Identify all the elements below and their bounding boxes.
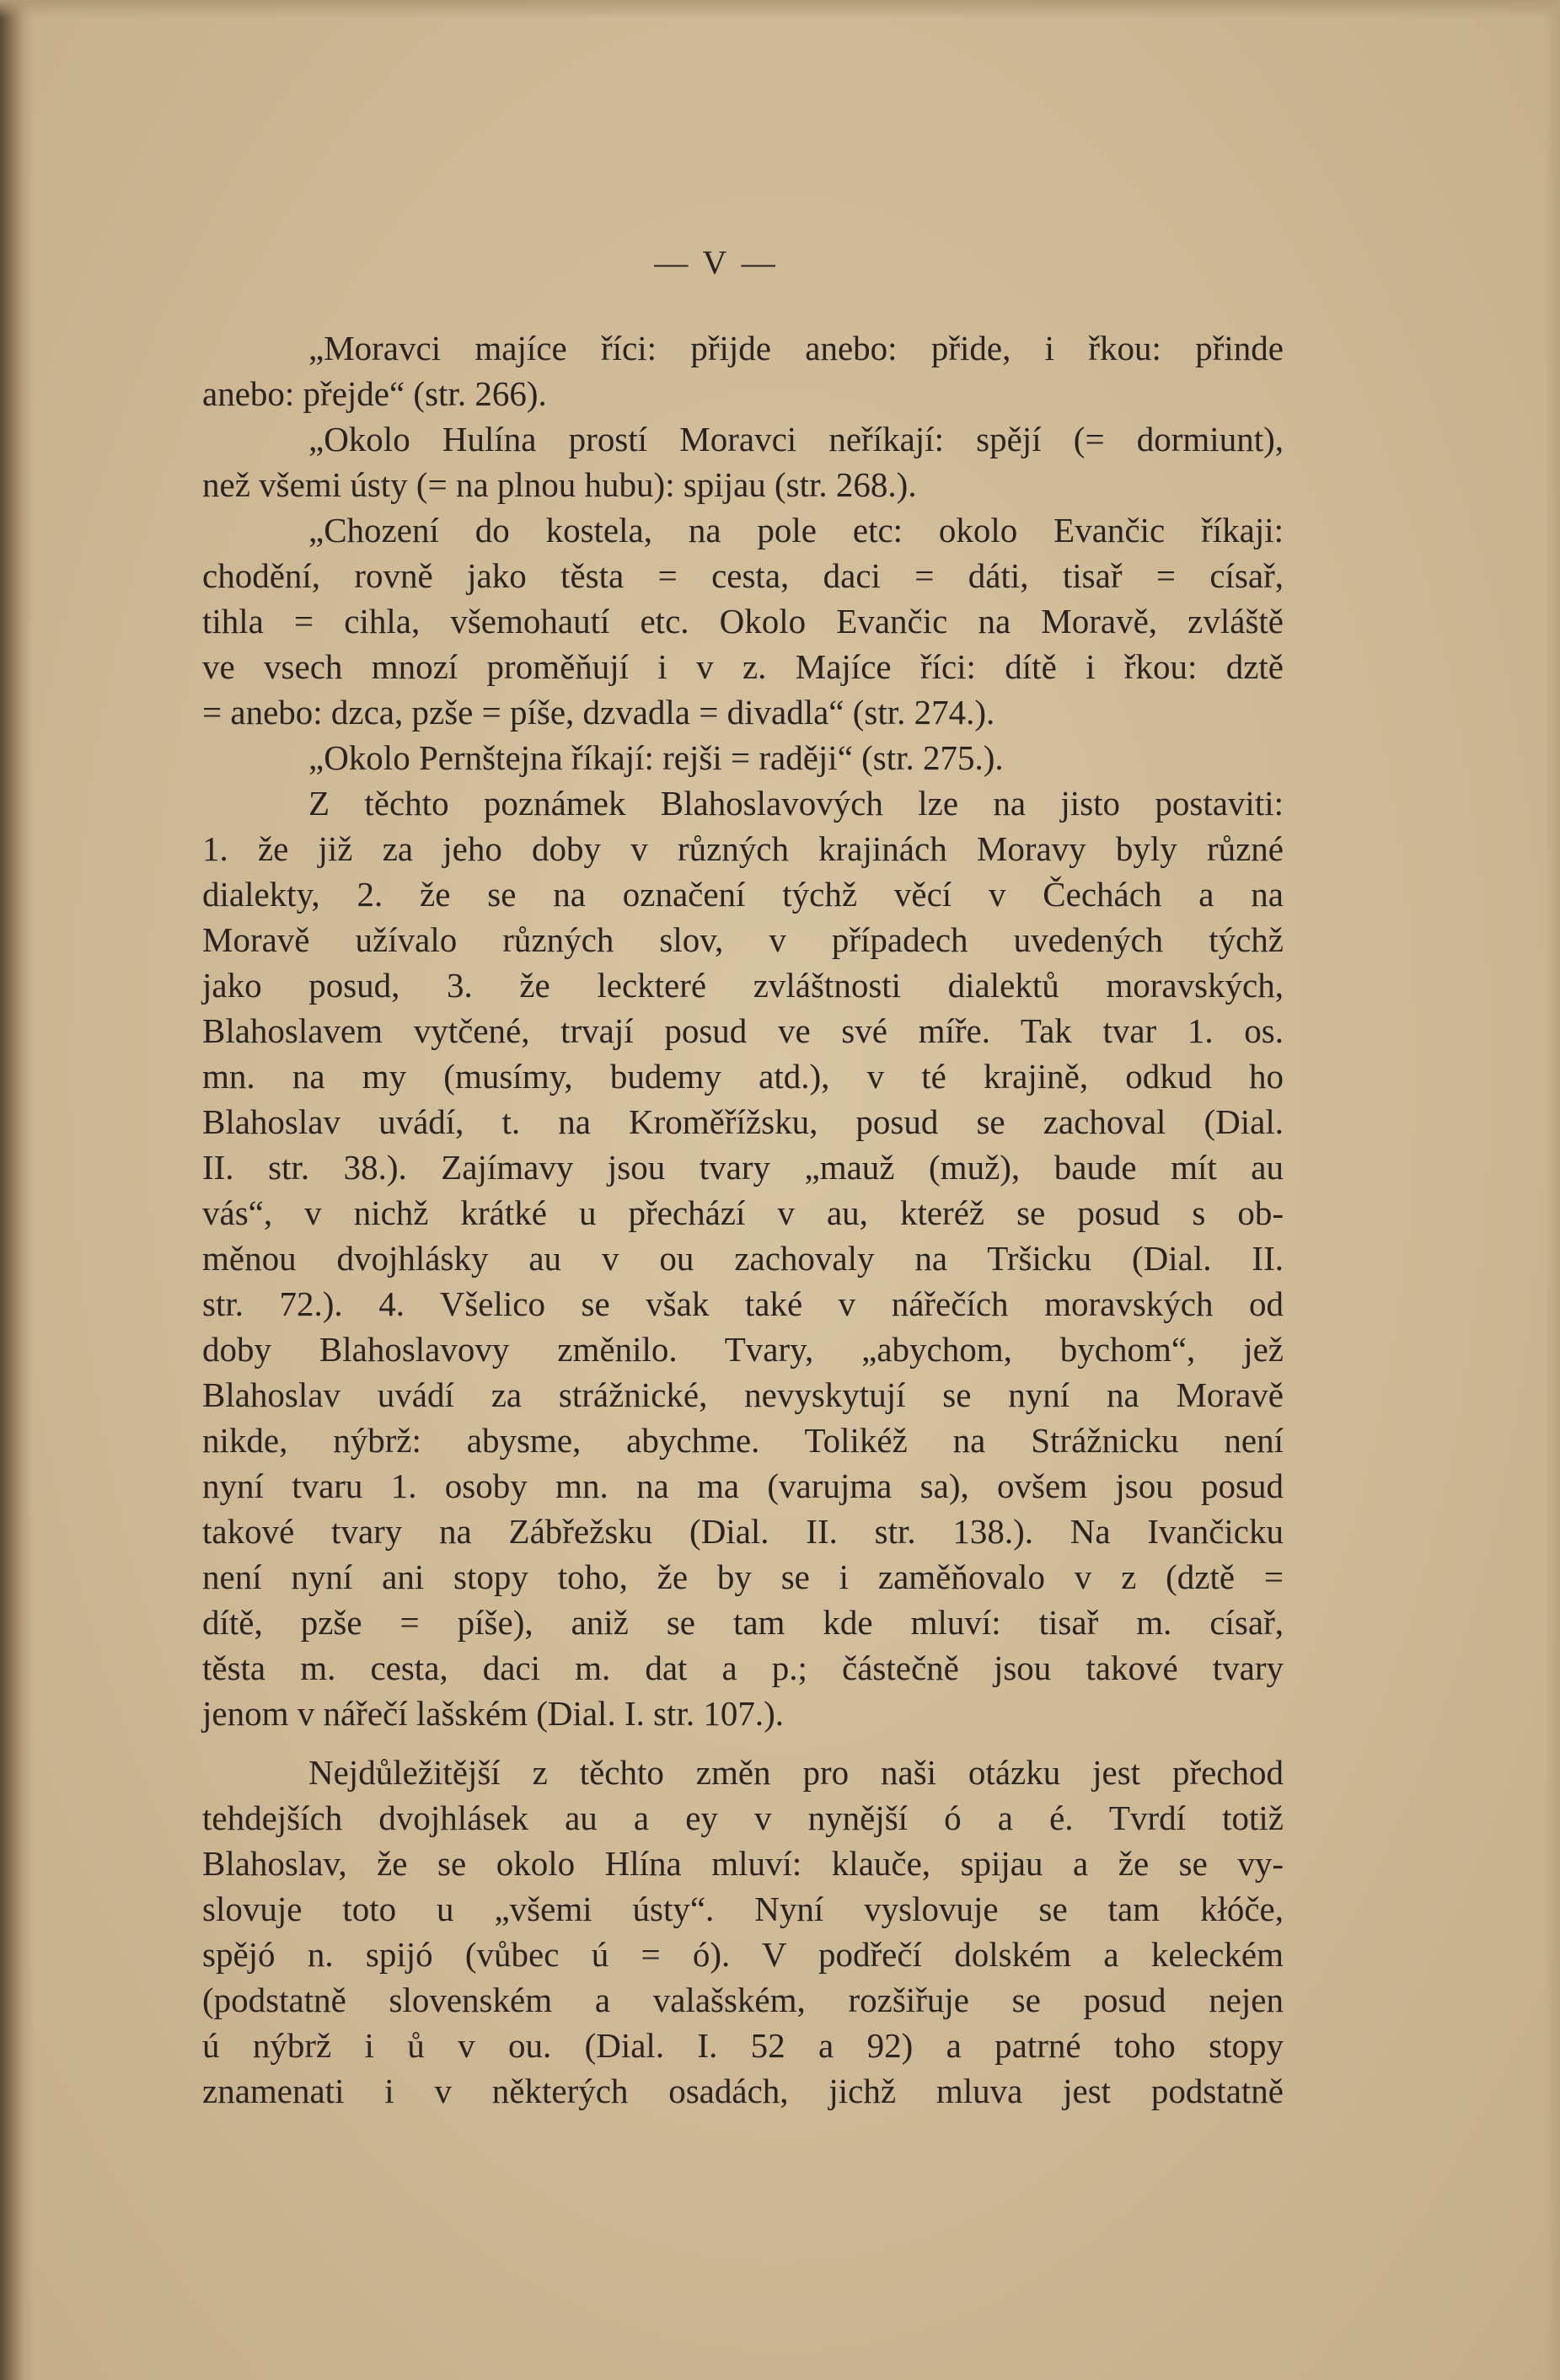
- text-line: Blahoslavem vytčené, trvají posud ve své míře. Tak tvar 1. os.: [202, 1011, 1284, 1050]
- text-line: mn. na my (musímy, budemy atd.), v té krajině, odkud ho: [202, 1057, 1284, 1096]
- text-line: = anebo: dzca, pzše = píše, dzvadla = divadla“ (str. 274.).: [202, 693, 995, 732]
- text-line: než všemi ústy (= na plnou hubu): spijau (str. 268.).: [202, 465, 917, 504]
- body-text: [202, 325, 1284, 2114]
- text-line: dialekty, 2. že se na označení týchž věcí v Čechách a na: [202, 875, 1284, 914]
- text-line: „Moravci majíce říci: přijde anebo: přide, i řkou: přinde: [308, 329, 1284, 367]
- text-line: ve vsech mnozí proměňují i v z. Majíce říci: dítě i řkou: dztě: [202, 647, 1284, 686]
- text-line: měnou dvojhlásky au v ou zachovaly na Tršicku (Dial. II.: [202, 1239, 1284, 1278]
- text-line: nikde, nýbrž: abysme, abychme. Tolikéž na Strážnicku není: [202, 1421, 1284, 1460]
- text-line: jako posud, 3. že leckteré zvláštnosti dialektů moravských,: [202, 966, 1284, 1005]
- text-line: dítě, pzše = píše), aniž se tam kde mluví: tisař m. císař,: [202, 1603, 1284, 1642]
- text-line: vás“, v nichž krátké u přechází v au, kteréž se posud s ob-: [202, 1193, 1284, 1232]
- text-line: Moravě užívalo různých slov, v případech uvedených týchž: [202, 920, 1284, 959]
- text-line: znamenati i v některých osadách, jichž mluva jest podstatně: [202, 2072, 1284, 2110]
- text-line: II. str. 38.). Zajímavy jsou tvary „mauž (muž), baude mít au: [202, 1148, 1284, 1187]
- text-line: Blahoslav uvádí za strážnické, nevyskytují se nyní na Moravě: [202, 1375, 1284, 1414]
- text-line: chodění, rovně jako těsta = cesta, daci = dáti, tisař = císař,: [202, 556, 1284, 595]
- text-line: Nejdůležitější z těchto změn pro naši otázku jest přechod: [308, 1753, 1284, 1792]
- text-line: není nyní ani stopy toho, že by se i zaměňovalo v z (dztě =: [202, 1557, 1284, 1596]
- book-spine-shadow: [0, 0, 34, 2380]
- text-line: str. 72.). 4. Všelico se však také v nářečích moravských od: [202, 1284, 1284, 1323]
- text-line: „Chození do kostela, na pole etc: okolo Evančic říkaji:: [308, 511, 1284, 549]
- text-line: nyní tvaru 1. osoby mn. na ma (varujma sa), ovšem jsou posud: [202, 1466, 1284, 1505]
- text-line: ú nýbrž i ů v ou. (Dial. I. 52 a 92) a patrné toho stopy: [202, 2026, 1284, 2065]
- text-line: „Okolo Pernštejna říkají: rejši = raději“ (str. 275.).: [308, 738, 1004, 777]
- text-line: takové tvary na Zábřežsku (Dial. II. str. 138.). Na Ivančicku: [202, 1512, 1284, 1551]
- text-line: doby Blahoslavovy změnilo. Tvary, „abychom, bychom“, jež: [202, 1330, 1284, 1369]
- text-line: spějó n. spijó (vůbec ú = ó). V podřečí dolském a keleckém: [202, 1935, 1284, 1974]
- text-line: tihla = cihla, všemohautí etc. Okolo Evančic na Moravě, zvláště: [202, 602, 1284, 641]
- text-line: jenom v nářečí lašském (Dial. I. str. 107.).: [202, 1694, 784, 1733]
- text-line: slovuje toto u „všemi ústy“. Nyní vyslovuje se tam kłóče,: [202, 1890, 1284, 1928]
- text-line: (podstatně slovenském a valašském, rozšiřuje se posud nejen: [202, 1981, 1284, 2019]
- text-line: „Okolo Hulína prostí Moravci neříkají: spějí (= dormiunt),: [308, 420, 1284, 458]
- page-right-edge: [1545, 0, 1560, 2380]
- text-line: tehdejších dvojhlásek au a ey v nynější ó a é. Tvrdí totiž: [202, 1798, 1284, 1837]
- page-top-edge: [0, 0, 1560, 19]
- text-line: Blahoslav uvádí, t. na Kroměřížsku, posud se zachoval (Dial.: [202, 1102, 1284, 1141]
- text-line: těsta m. cesta, daci m. dat a p.; částečně jsou takové tvary: [202, 1648, 1284, 1687]
- text-line: 1. že již za jeho doby v různých krajinách Moravy byly různé: [202, 829, 1284, 868]
- page-number: — V —: [654, 244, 779, 281]
- text-line: anebo: přejde“ (str. 266).: [202, 374, 547, 413]
- text-line: Z těchto poznámek Blahoslavových lze na jisto postaviti:: [308, 784, 1284, 823]
- text-line: Blahoslav, že se okolo Hlína mluví: klauče, spijau a že se vy-: [202, 1844, 1284, 1883]
